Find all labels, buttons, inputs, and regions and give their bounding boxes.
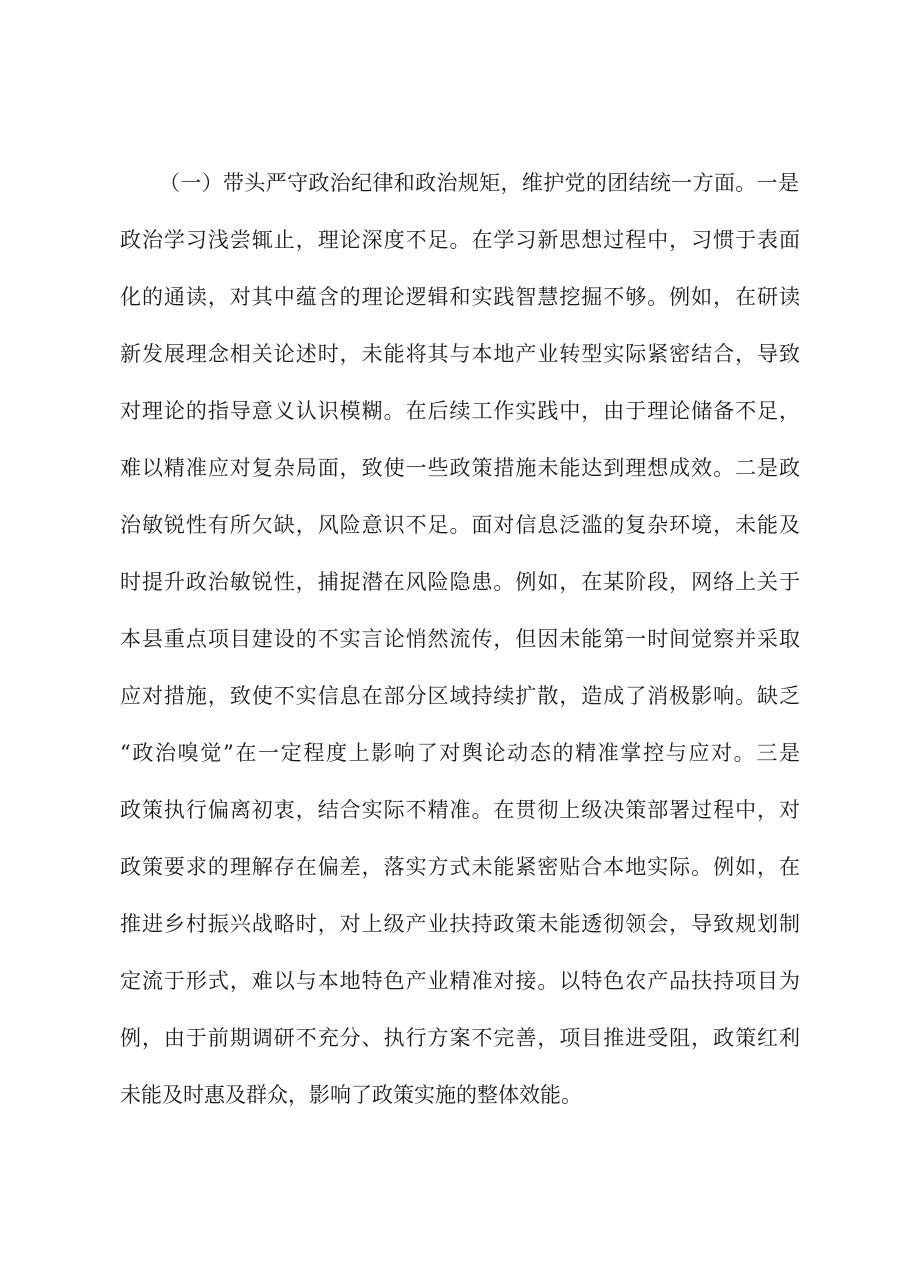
- paragraph-line: （一）带头严守政治纪律和政治规矩，维护党的团结统一方面。一是: [159, 171, 799, 195]
- paragraph-line: 治敏锐性有所欠缺，风险意识不足。面对信息泛滥的复杂环境，未能及: [120, 513, 800, 537]
- paragraph-line: 政策要求的理解存在偏差，落实方式未能紧密贴合本地实际。例如，在: [120, 855, 800, 879]
- paragraph-line: 化的通读，对其中蕴含的理论逻辑和实践智慧挖掘不够。例如，在研读: [120, 285, 800, 309]
- paragraph-line: 难以精准应对复杂局面，致使一些政策措施未能达到理想成效。二是政: [120, 456, 800, 480]
- paragraph-line: 本县重点项目建设的不实言论悄然流传，但因未能第一时间觉察并采取: [120, 627, 800, 651]
- paragraph-line: 政治学习浅尝辄止，理论深度不足。在学习新思想过程中，习惯于表面: [120, 228, 800, 252]
- paragraph-line: 例，由于前期调研不充分、执行方案不完善，项目推进受阻，政策红利: [120, 1026, 800, 1050]
- paragraph-line: 应对措施，致使不实信息在部分区域持续扩散，造成了消极影响。缺乏: [120, 684, 800, 708]
- paragraph-line: 时提升政治敏锐性，捕捉潜在风险隐患。例如，在某阶段，网络上关于: [120, 570, 800, 594]
- paragraph-line: 对理论的指导意义认识模糊。在后续工作实践中，由于理论储备不足，: [120, 399, 800, 423]
- paragraph-line: “政治嗅觉”在一定程度上影响了对舆论动态的精准掌控与应对。三是: [120, 741, 800, 765]
- paragraph-line: 推进乡村振兴战略时，对上级产业扶持政策未能透彻领会，导致规划制: [120, 912, 800, 936]
- paragraph-line: 未能及时惠及群众，影响了政策实施的整体效能。: [120, 1083, 582, 1107]
- paragraph-line: 新发展理念相关论述时，未能将其与本地产业转型实际紧密结合，导致: [120, 342, 800, 366]
- paragraph-line: 定流于形式，难以与本地特色产业精准对接。以特色农产品扶持项目为: [120, 969, 800, 993]
- paragraph-line: 政策执行偏离初衷，结合实际不精准。在贯彻上级决策部署过程中，对: [120, 798, 800, 822]
